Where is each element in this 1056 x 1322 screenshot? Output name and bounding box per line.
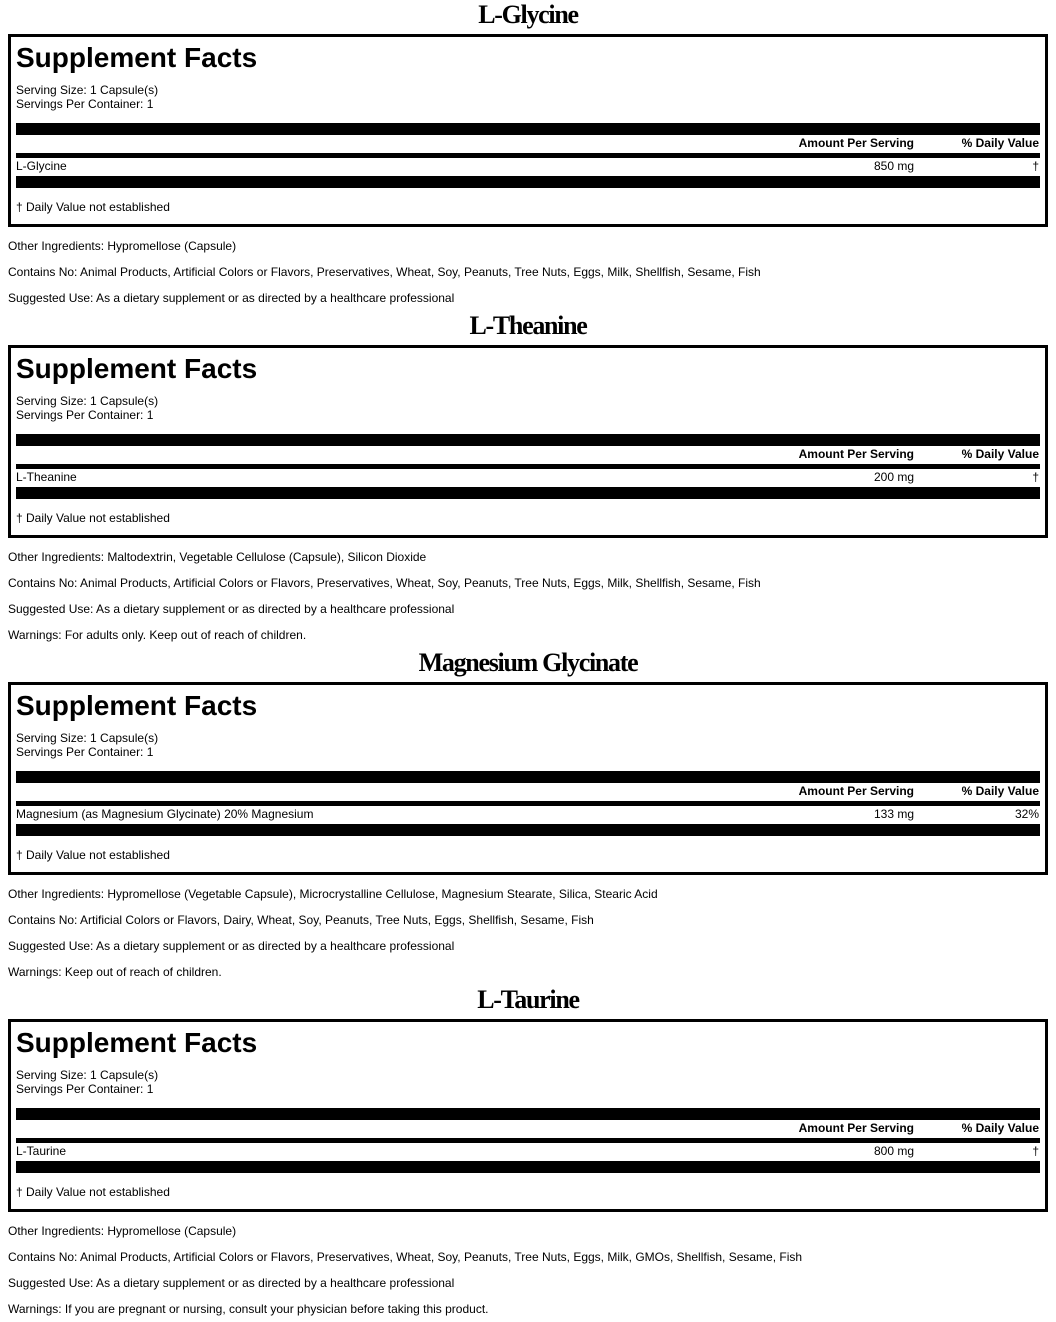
- product-section: [8, 985, 1048, 1322]
- facts-heading: Supplement Facts: [16, 1027, 258, 1058]
- supplement-facts-panel: [8, 345, 1048, 538]
- nutrient-amount: 133 mg: [873, 807, 914, 821]
- contains-no: Contains No: Artificial Colors or Flavors, Dairy, Wheat, Soy, Peanuts, Tree Nuts, Eggs, Shellfish, Sesame, Fish: [8, 913, 594, 927]
- suggested-use: Suggested Use: As a dietary supplement or as directed by a healthcare professional: [8, 291, 455, 305]
- divider-thick: [16, 487, 1040, 499]
- divider-thick: [16, 771, 1040, 783]
- amount-header: Amount Per Serving: [798, 447, 914, 461]
- supplement-facts-panel: [8, 1019, 1048, 1212]
- nutrient-row: [16, 806, 1040, 824]
- footnote: † Daily Value not established: [16, 200, 170, 214]
- warnings: Warnings: For adults only. Keep out of reach of children.: [8, 628, 307, 642]
- warnings: Warnings: Keep out of reach of children.: [8, 965, 222, 979]
- nutrient-name: L-Glycine: [16, 159, 67, 173]
- footnote: † Daily Value not established: [16, 511, 170, 525]
- divider-thick: [16, 824, 1040, 836]
- column-header: [16, 1121, 1040, 1138]
- suggested-use: Suggested Use: As a dietary supplement or as directed by a healthcare professional: [8, 1276, 455, 1290]
- footnote: † Daily Value not established: [16, 848, 170, 862]
- supplement-facts-panel: [8, 682, 1048, 875]
- servings-per-container: Servings Per Container: 1: [16, 745, 154, 759]
- nutrient-daily-value: †: [1032, 1144, 1039, 1158]
- nutrient-row: [16, 158, 1040, 176]
- facts-heading: Supplement Facts: [16, 42, 258, 73]
- suggested-use: Suggested Use: As a dietary supplement or as directed by a healthcare professional: [8, 602, 455, 616]
- divider-thick: [16, 434, 1040, 446]
- nutrient-row: [16, 1143, 1040, 1161]
- column-header: [16, 447, 1040, 464]
- nutrient-daily-value: †: [1032, 159, 1039, 173]
- serving-size: Serving Size: 1 Capsule(s): [16, 1068, 159, 1082]
- other-ingredients: Other Ingredients: Hypromellose (Capsule): [8, 239, 237, 253]
- nutrient-row: [16, 469, 1040, 487]
- product-title: L-Theanine: [469, 311, 587, 340]
- product-section: [8, 648, 1048, 985]
- suggested-use: Suggested Use: As a dietary supplement or as directed by a healthcare professional: [8, 939, 455, 953]
- product-info: [8, 227, 1048, 311]
- nutrient-amount: 800 mg: [873, 1144, 914, 1158]
- divider-thick: [16, 1161, 1040, 1173]
- product-section: [8, 0, 1048, 311]
- product-title: L-Glycine: [478, 0, 578, 29]
- amount-header: Amount Per Serving: [798, 784, 914, 798]
- nutrient-daily-value: 32%: [1014, 807, 1039, 821]
- amount-header: Amount Per Serving: [798, 136, 914, 150]
- servings-per-container: Servings Per Container: 1: [16, 1082, 154, 1096]
- other-ingredients: Other Ingredients: Hypromellose (Capsule): [8, 1224, 237, 1238]
- nutrient-daily-value: †: [1032, 470, 1039, 484]
- other-ingredients: Other Ingredients: Maltodextrin, Vegetable Cellulose (Capsule), Silicon Dioxide: [8, 550, 427, 564]
- column-header: [16, 784, 1040, 801]
- amount-header: Amount Per Serving: [798, 1121, 914, 1135]
- column-header: [16, 136, 1040, 153]
- contains-no: Contains No: Animal Products, Artificial Colors or Flavors, Preservatives, Wheat, Soy, Peanuts, Tree Nuts, Eggs, Milk, Shellfish, Sesame, Fish: [8, 265, 761, 279]
- product-title: L-Taurine: [477, 985, 579, 1014]
- product-info: [8, 1212, 1048, 1322]
- servings-per-container: Servings Per Container: 1: [16, 408, 154, 422]
- product-info: [8, 875, 1048, 985]
- nutrient-amount: 200 mg: [873, 470, 914, 484]
- contains-no: Contains No: Animal Products, Artificial Colors or Flavors, Preservatives, Wheat, Soy, Peanuts, Tree Nuts, Eggs, Milk, GMOs, Shellfish, Sesame, Fish: [8, 1250, 803, 1264]
- servings-per-container: Servings Per Container: 1: [16, 97, 154, 111]
- product-title: Magnesium Glycinate: [418, 648, 638, 677]
- divider-thick: [16, 1108, 1040, 1120]
- nutrient-amount: 850 mg: [873, 159, 914, 173]
- footnote: † Daily Value not established: [16, 1185, 170, 1199]
- nutrient-name: L-Theanine: [16, 470, 77, 484]
- daily-value-header: % Daily Value: [961, 784, 1039, 798]
- facts-heading: Supplement Facts: [16, 353, 258, 384]
- serving-size: Serving Size: 1 Capsule(s): [16, 83, 159, 97]
- daily-value-header: % Daily Value: [961, 1121, 1039, 1135]
- contains-no: Contains No: Animal Products, Artificial Colors or Flavors, Preservatives, Wheat, Soy, Peanuts, Tree Nuts, Eggs, Milk, Shellfish, Sesame, Fish: [8, 576, 761, 590]
- divider-thick: [16, 176, 1040, 188]
- nutrient-name: Magnesium (as Magnesium Glycinate) 20% Magnesium: [16, 807, 314, 821]
- serving-size: Serving Size: 1 Capsule(s): [16, 394, 159, 408]
- product-info: [8, 538, 1048, 648]
- nutrient-name: L-Taurine: [16, 1144, 67, 1158]
- facts-heading: Supplement Facts: [16, 690, 258, 721]
- serving-size: Serving Size: 1 Capsule(s): [16, 731, 159, 745]
- warnings: Warnings: If you are pregnant or nursing, consult your physician before taking this product.: [8, 1302, 489, 1316]
- supplement-facts-panel: [8, 34, 1048, 227]
- other-ingredients: Other Ingredients: Hypromellose (Vegetable Capsule), Microcrystalline Cellulose, Magnesium Stearate, Silica, Stearic Acid: [8, 887, 658, 901]
- divider-thick: [16, 123, 1040, 135]
- daily-value-header: % Daily Value: [961, 136, 1039, 150]
- product-section: [8, 311, 1048, 648]
- daily-value-header: % Daily Value: [961, 447, 1039, 461]
